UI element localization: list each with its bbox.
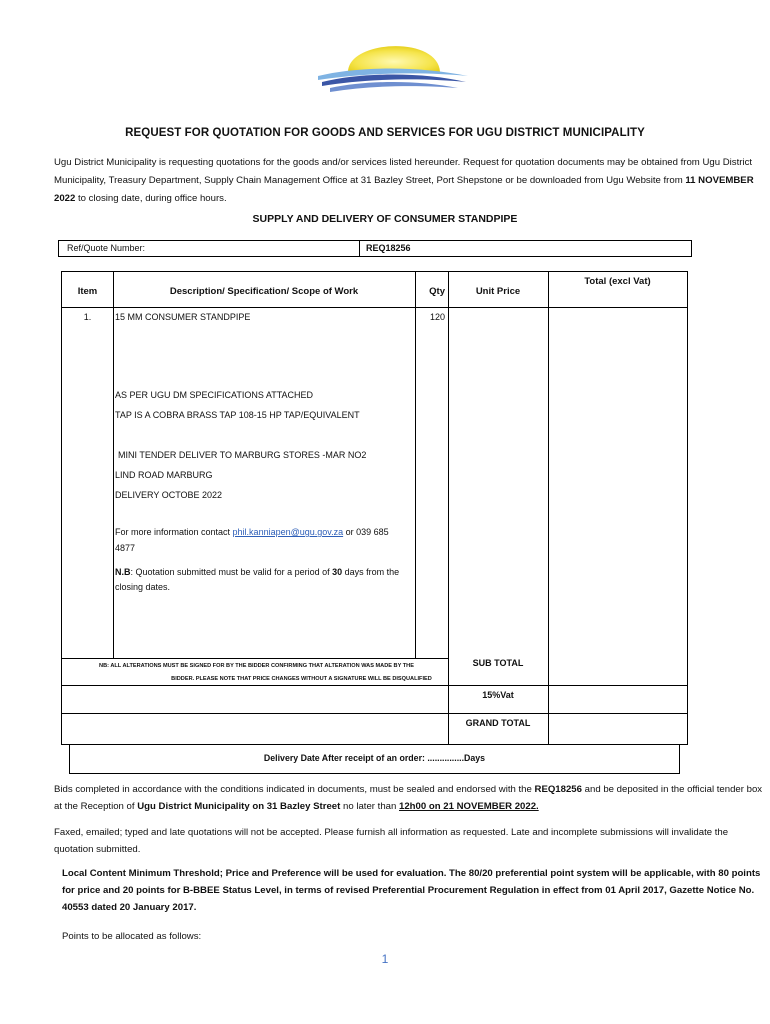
vat-label: 15%Vat — [482, 690, 514, 700]
header-total: Total (excl Vat) — [584, 276, 651, 287]
header-item: Item — [77, 286, 98, 297]
header-unit-price: Unit Price — [475, 286, 521, 297]
grand-total-label: GRAND TOTAL — [465, 718, 531, 728]
ugu-logo — [308, 30, 478, 100]
intro-date: 11 NOVEMBER 2022 — [54, 175, 754, 204]
header-row-divider — [62, 307, 687, 308]
delivery-line-3: DELIVERY OCTOBE 2022 — [115, 490, 223, 500]
alterations-line-1: NB: ALL ALTERATIONS MUST BE SIGNED FOR BY THE BIDDER CONFIRMING THAT ALTERATION WAS MADE BY THE — [99, 663, 414, 669]
ref-label: Ref/Quote Number: — [67, 243, 146, 253]
spec-line-2: TAP IS A COBRA BRASS TAP 108-15 HP TAP/EQUIVALENT — [115, 410, 360, 420]
local-content-paragraph: Local Content Minimum Threshold; Price and Preference will be used for evaluation. The 80/20 preferential point system will be applicable, with 80 points for price and 20 points for B-BBEE Status Level, in terms of revised Preferential Procurement Regulation in effect from 01 April 2017, Gazette Notice No. 40553 dated 20 January 2017. — [62, 868, 761, 913]
bids-req: REQ18256 — [534, 784, 582, 795]
nb-days: 30 — [332, 567, 343, 577]
contact-prefix: For more information contact — [115, 527, 233, 537]
contact-email-link[interactable]: phil.kanniapen@ugu.gov.za — [232, 527, 344, 537]
page-number: 1 — [381, 952, 389, 966]
bids-muni: Ugu District Municipality on 31 Bazley Street — [137, 801, 341, 812]
spec-line-1: AS PER UGU DM SPECIFICATIONS ATTACHED — [115, 390, 314, 400]
bids-time: 12h00 on 21 NOVEMBER 2022. — [399, 801, 539, 812]
nb-text-b: days from the closing dates. — [115, 567, 400, 592]
intro-text-1: Ugu District Municipality is requesting quotations for the goods and/or services listed hereunder. Request for quotation documents may be obtained from Ugu District Municipality, Treasury Department, Supply Chain Management Office at 31 Bazley Street, Port Shepstone or be downloaded from Ugu Website from — [54, 157, 753, 186]
validity-note — [115, 565, 411, 595]
bids-text-3: no later than — [340, 801, 399, 812]
contact-info — [115, 524, 411, 556]
intro-text-2: to closing date, during office hours. — [75, 193, 227, 204]
intro-paragraph — [54, 154, 760, 208]
header-qty: Qty — [429, 286, 445, 297]
ref-value: REQ18256 — [359, 241, 411, 256]
points-paragraph: Points to be allocated as follows: — [62, 931, 202, 942]
nb-label: N.B — [115, 567, 131, 577]
header-description: Description/ Specification/ Scope of Work — [169, 286, 359, 297]
row-qty: 120 — [429, 312, 445, 322]
col-divider-qty — [448, 272, 449, 744]
col-divider-desc — [415, 272, 416, 658]
bids-paragraph — [54, 781, 764, 815]
page-title: REQUEST FOR QUOTATION FOR GOODS AND SERVICES FOR UGU DISTRICT MUNICIPALITY — [125, 127, 645, 139]
row-item-number: 1. — [83, 312, 92, 322]
col-divider-unit — [548, 272, 549, 744]
contact-suffix: or 039 685 4877 — [115, 527, 389, 553]
vat-divider — [62, 713, 687, 714]
section-subtitle: SUPPLY AND DELIVERY OF CONSUMER STANDPIPE — [252, 213, 518, 225]
bids-text-2: and be deposited in the official tender box at the Reception of — [54, 784, 763, 812]
ref-quote-box — [58, 240, 692, 257]
faxed-paragraph: Faxed, emailed; typed and late quotations will not be accepted. Please furnish all information as requested. Late and incomplete submissions will invalidate the quotation submitted. — [54, 827, 729, 855]
delivery-line-1: MINI TENDER DELIVER TO MARBURG STORES -MAR NO2 — [118, 450, 367, 460]
delivery-date-box: Delivery Date After receipt of an order: ...............Days — [69, 745, 680, 774]
alterations-line-2: BIDDER. PLEASE NOTE THAT PRICE CHANGES WITHOUT A SIGNATURE WILL BE DISQUALIFIED — [171, 676, 432, 682]
nb-text-a: : Quotation submitted must be valid for a period of — [130, 567, 333, 577]
subtotal-label: SUB TOTAL — [472, 658, 524, 668]
alterations-notice — [66, 660, 447, 686]
row-description: 15 MM CONSUMER STANDPIPE — [115, 312, 251, 322]
col-divider-item — [113, 272, 114, 658]
bids-text-1: Bids completed in accordance with the conditions indicated in documents, must be sealed and endorsed with the — [54, 784, 535, 795]
quotation-table — [61, 271, 688, 745]
body-bottom-divider — [62, 658, 449, 659]
delivery-line-2: LIND ROAD MARBURG — [115, 470, 213, 480]
